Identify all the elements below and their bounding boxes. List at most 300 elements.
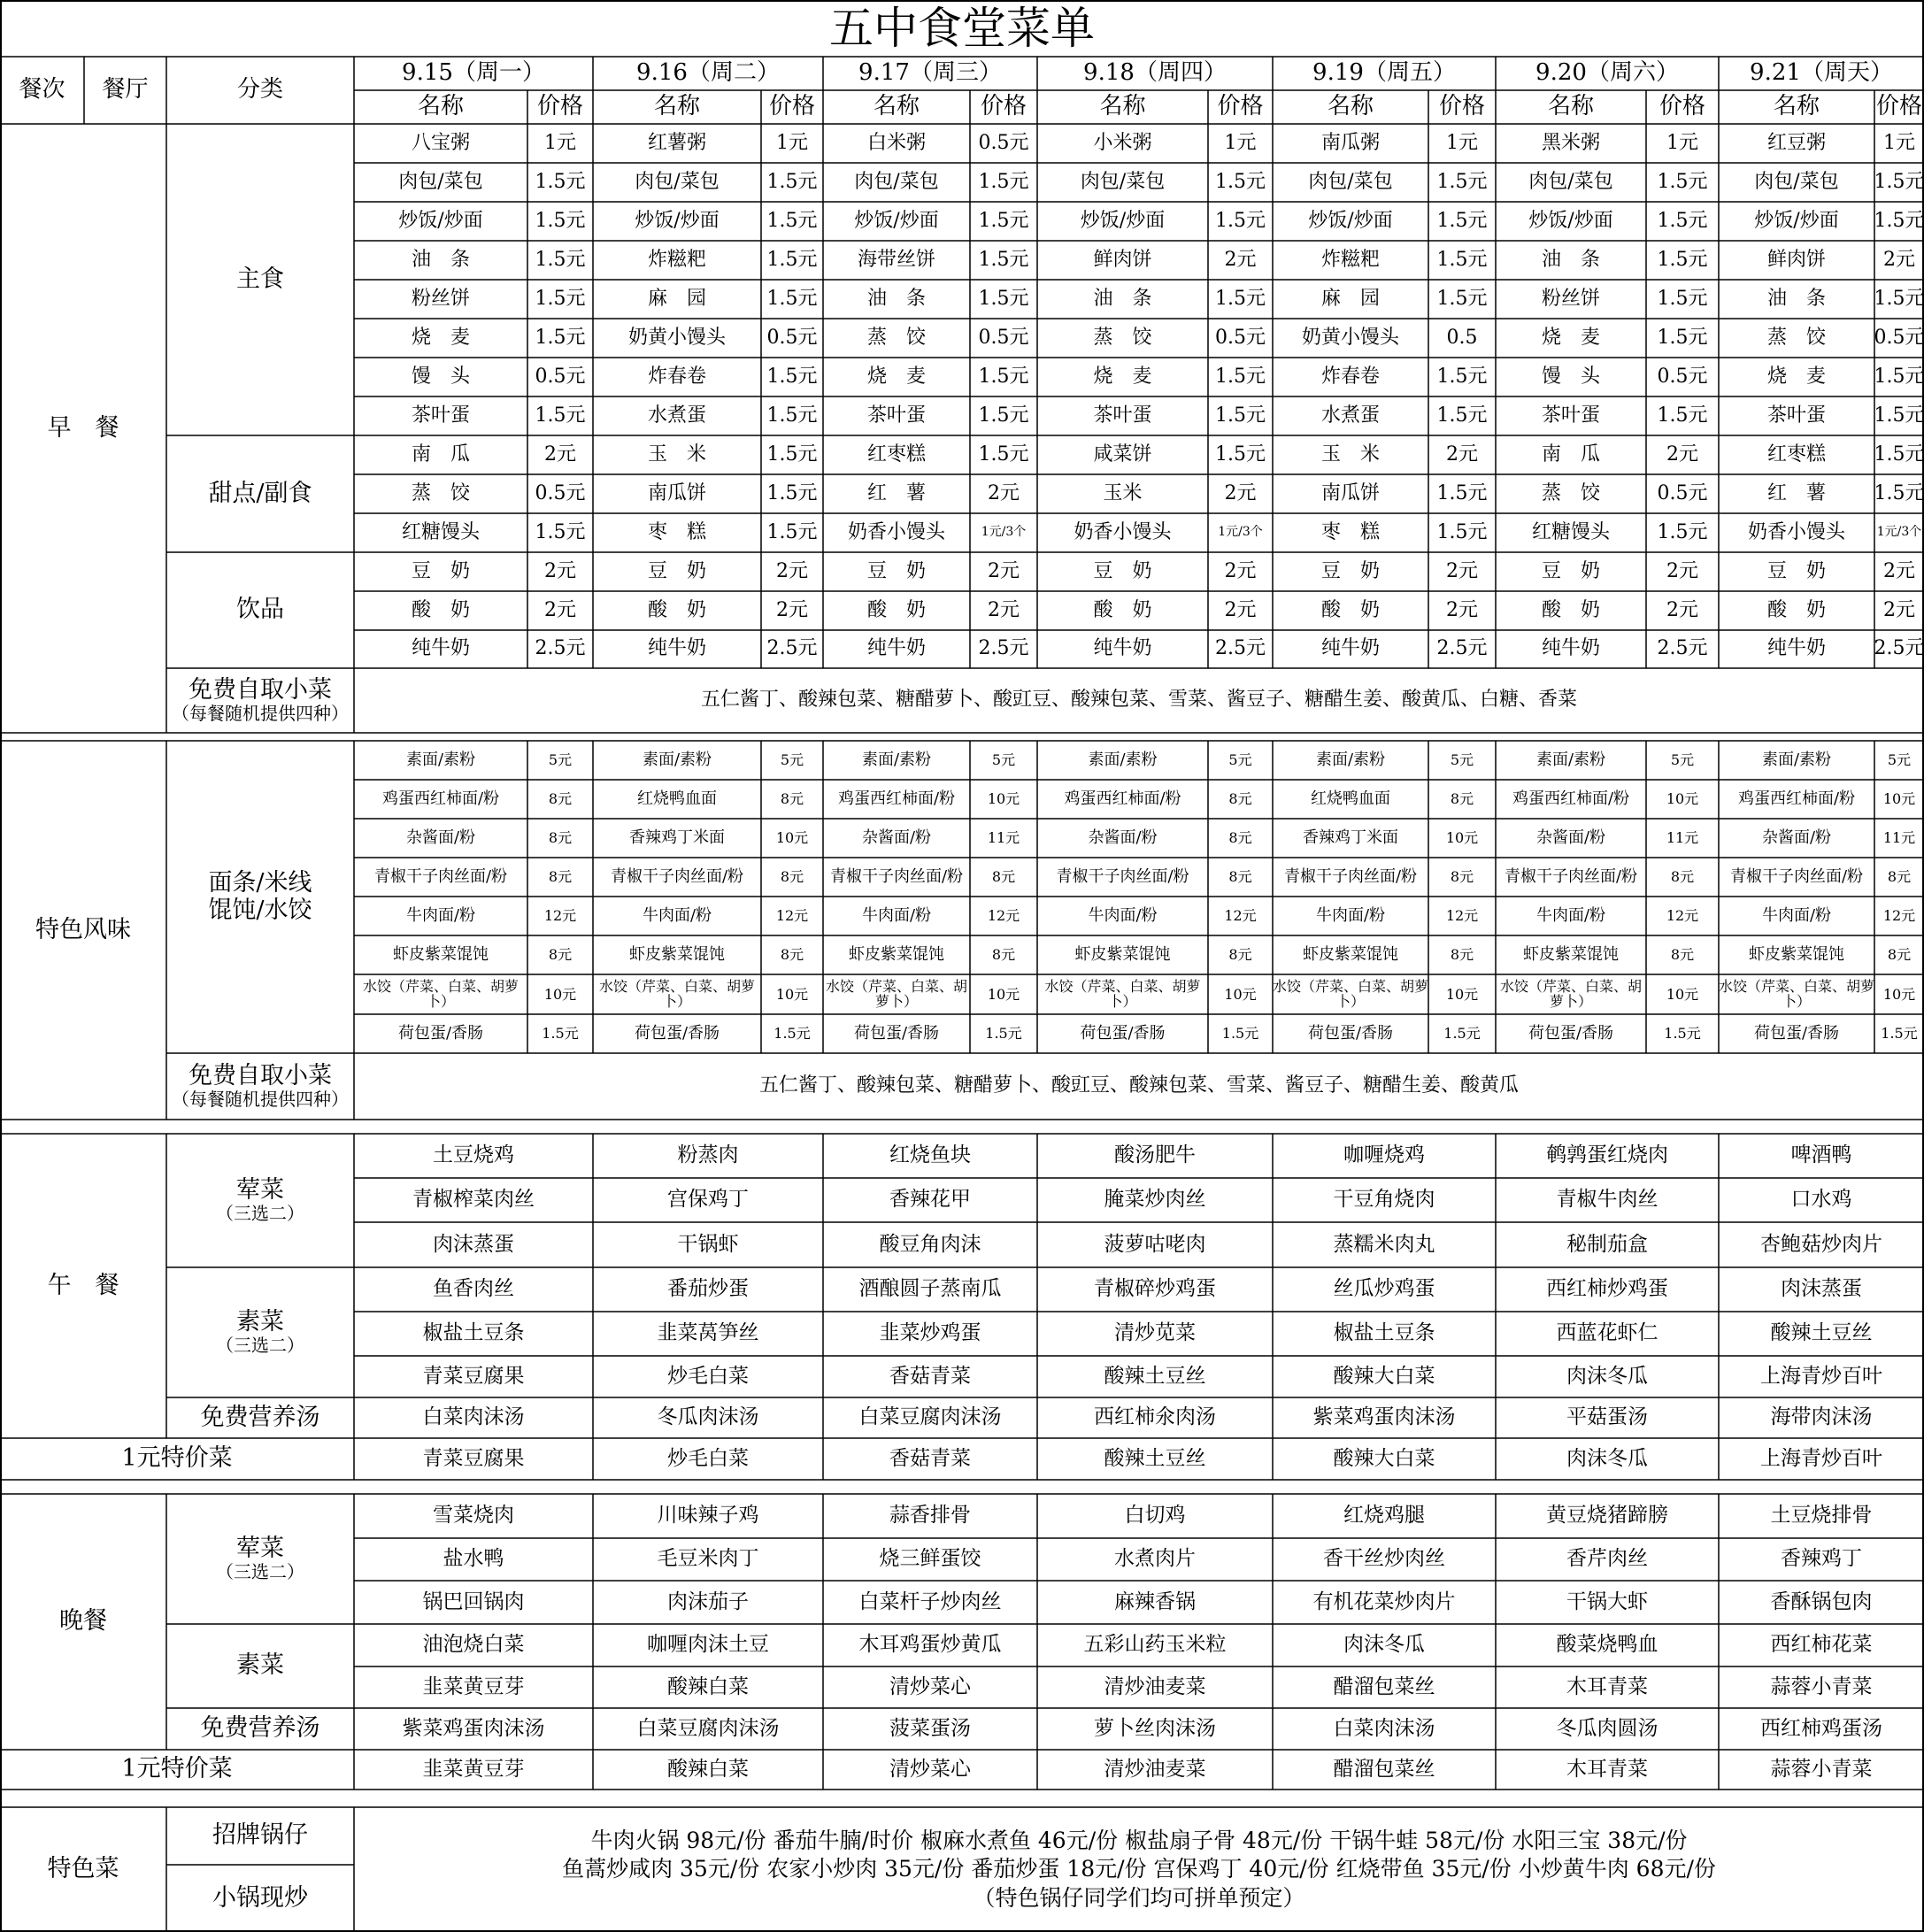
menu-item-price: 5元 [1670,751,1695,769]
menu-item-price: 1.5元 [1215,287,1266,310]
group-dinner-meat-label: 荤菜 [236,1535,284,1563]
dish: 木耳鸡蛋炒黄瓜 [858,1633,1002,1657]
dish: 木耳青菜 [1566,1674,1648,1698]
menu-item-name: 烧 麦 [1093,365,1152,388]
menu-item-name: 牛肉面/粉 [1315,905,1386,925]
menu-item-name: 炒饭/炒面 [398,209,483,232]
menu-item-price: 8元 [1670,868,1695,886]
dish: 肉沫冬瓜 [1343,1633,1425,1657]
menu-item-price: 2.5元 [1874,637,1924,660]
menu-item-price: 1.5元 [1436,365,1488,388]
special-dish: 肉沫冬瓜 [1566,1446,1648,1470]
menu-item-name: 酸 奶 [1320,598,1380,621]
menu-item-name: 素面/素粉 [405,750,476,769]
menu-item-name: 咸菜饼 [1093,443,1152,466]
soup: 西红柿鸡蛋汤 [1760,1716,1882,1740]
menu-item-price: 1.5元 [1221,1025,1259,1043]
menu-item-price: 8元 [1228,868,1252,886]
menu-item-name: 炒饭/炒面 [635,209,720,232]
menu-item-price: 5元 [548,751,573,769]
dish: 酒酿圆子蒸南瓜 [858,1277,1002,1301]
menu-item-price: 1元/3个 [1876,525,1922,540]
menu-item-name: 油 条 [1093,287,1152,310]
menu-item-price: 5元 [1450,751,1474,769]
group-dinner-soup: 免费营养汤 [200,1714,320,1743]
dish: 鱼香肉丝 [433,1277,514,1301]
menu-item-name: 青椒干子肉丝面/粉 [373,866,508,886]
menu-item-name: 鸡蛋西红柿面/粉 [1512,789,1630,808]
dish: 土豆烧排骨 [1770,1504,1873,1528]
menu-item-name: 炸春卷 [1320,365,1380,388]
menu-item-price: 1元 [544,131,576,154]
menu-item-name: 杂酱面/粉 [1088,827,1158,847]
dish: 香芹肉丝 [1566,1547,1648,1571]
column-price-header: 价格 [768,93,815,120]
special-dish: 清炒油麦菜 [1104,1757,1206,1781]
menu-item-price: 10元 [775,985,809,1003]
menu-item-name: 香辣鸡丁米面 [629,827,725,847]
special-dish: 炒毛白菜 [667,1446,749,1470]
menu-item-price: 0.5元 [535,365,586,388]
menu-item-name: 纯牛奶 [1766,637,1826,660]
menu-item-price: 2.5元 [1657,637,1708,660]
menu-item-name: 素面/素粉 [642,750,712,769]
dish: 红烧鸡腿 [1343,1504,1425,1528]
menu-item-name: 红糖馒头 [401,520,480,543]
featured-dishes-line: （特色锅仔同学们均可拼单预定） [973,1884,1305,1911]
menu-item-price: 1.5元 [978,443,1029,466]
menu-item-name: 烧 麦 [411,326,470,349]
menu-item-name: 烧 麦 [1541,326,1600,349]
dish: 丝瓜炒鸡蛋 [1333,1277,1435,1301]
meal-lunch: 午 餐 [47,1271,119,1299]
featured-dishes-line: 牛肉火锅 98元/份 番茄牛腩/时价 椒麻水煮鱼 46元/份 椒盐扇子骨 48元/份 干锅牛蛙 58元/份 水阳三宝 38元/份 [590,1827,1688,1853]
menu-item-name: 酸 奶 [1093,598,1152,621]
menu-item-name: 素面/素粉 [1088,750,1158,769]
group-staple-label: 主食 [236,265,284,293]
menu-item-price: 1.5元 [1657,326,1708,349]
menu-item-price: 8元 [1887,946,1912,964]
group-drinks-label: 饮品 [236,596,284,624]
menu-item-price: 2.5元 [978,637,1029,660]
menu-item-name: 酸 奶 [1541,598,1600,621]
day-header: 9.15（周一） [402,59,545,87]
menu-item-price: 10元 [1666,790,1699,808]
menu-item-price: 2元 [776,598,808,621]
menu-item-price: 2元 [1666,559,1698,582]
menu-item-price: 2元 [1224,248,1257,271]
menu-item-name: 油 条 [866,287,926,310]
menu-item-price: 1元/3个 [981,525,1027,540]
dish: 清炒苋菜 [1114,1321,1196,1345]
menu-item-name: 虾皮紫菜馄饨 [1523,944,1619,964]
menu-item-name: 炸糍粑 [1320,248,1380,271]
dish: 酸豆角肉沫 [879,1232,981,1256]
dish: 鹌鹑蛋红烧肉 [1546,1143,1668,1167]
menu-item-name: 麻 园 [647,287,706,310]
menu-item-name: 虾皮紫菜馄饨 [1303,944,1398,964]
special-dish: 上海青炒百叶 [1760,1446,1882,1470]
menu-item-name: 牛肉面/粉 [1535,905,1606,925]
menu-item-price: 1.5元 [766,209,818,232]
menu-item-name: 肉包/菜包 [1754,170,1839,193]
menu-item-price: 8元 [991,946,1016,964]
menu-item-name: 青椒干子肉丝面/粉 [610,866,744,886]
free-side-dishes: 五仁酱丁、酸辣包菜、糖醋萝卜、酸豇豆、酸辣包菜、雪菜、酱豆子、糖醋生姜、酸黄瓜 [758,1074,1519,1097]
soup: 白菜肉沫汤 [422,1405,525,1429]
menu-item-name: 荷包蛋/香肠 [1080,1023,1166,1043]
menu-item-name: 荷包蛋/香肠 [853,1023,940,1043]
menu-item-name: 玉米 [1103,481,1143,504]
menu-item-price: 2.5元 [1436,637,1488,660]
dish: 五彩山药玉米粒 [1083,1633,1227,1657]
menu-item-price: 1.5元 [1215,443,1266,466]
featured-dishes [354,1807,1924,1932]
menu-item-price: 2元 [544,598,576,621]
dish: 椒盐土豆条 [422,1321,525,1345]
menu-item-price: 0.5 [1446,326,1478,349]
menu-item-name: 奶黄小馒头 [627,326,726,349]
menu-item-price: 1.5元 [1443,1025,1481,1043]
menu-item-price: 8元 [780,868,804,886]
menu-item-name: 荷包蛋/香肠 [634,1023,720,1043]
menu-item-price: 2.5元 [766,637,818,660]
menu-item-name: 蒸 饺 [411,481,470,504]
dish: 椒盐土豆条 [1333,1321,1435,1345]
menu-item-name: 素面/素粉 [1535,750,1606,769]
header-hall: 餐厅 [102,76,149,104]
menu-item-price: 2元 [1446,598,1478,621]
column-price-header: 价格 [1217,93,1264,120]
menu-item-price: 1.5元 [978,248,1029,271]
menu-item-price: 12元 [1224,907,1257,925]
menu-item-price: 1.5元 [978,365,1029,388]
menu-item-name: 茶叶蛋 [411,404,470,427]
menu-item-name: 奶香小馒头 [1747,520,1845,543]
menu-item-name: 豆 奶 [1541,559,1600,582]
featured-sub-hotpot: 招牌锅仔 [212,1821,308,1850]
menu-item-price: 1.5元 [1664,1025,1701,1043]
menu-item-price: 2元 [1224,481,1257,504]
group-drinks [166,552,354,668]
menu-item-name: 杂酱面/粉 [861,827,932,847]
menu-item-name: 虾皮紫菜馄饨 [629,944,725,964]
menu-item-name: 纯牛奶 [866,637,926,660]
group-dinner-veg-label: 素菜 [236,1651,284,1680]
dish: 干锅虾 [677,1232,739,1256]
menu-item-price: 2元 [988,481,1020,504]
soup: 西红柿氽肉汤 [1094,1405,1216,1429]
dish: 菠萝咕咾肉 [1104,1232,1206,1256]
dish: 毛豆米肉丁 [657,1547,759,1571]
special-dish: 香菇青菜 [889,1446,971,1470]
menu-item-price: 5元 [780,751,804,769]
free-side-label-sublabel: （每餐随机提供四种） [172,1089,349,1111]
menu-item-name: 奶香小馒头 [847,520,945,543]
dish: 白菜杆子炒肉丝 [858,1589,1002,1613]
dish: 蒸糯米肉丸 [1333,1232,1435,1256]
menu-item-name: 素面/素粉 [1315,750,1386,769]
menu-item-price: 1.5元 [766,443,818,466]
special-dish: 酸辣白菜 [667,1757,749,1781]
menu-item-name: 青椒干子肉丝面/粉 [1283,866,1418,886]
menu-item-name: 馒 头 [411,365,470,388]
menu-item-price: 1.5元 [1215,365,1266,388]
group-dinner-meat [166,1494,354,1624]
menu-item-name: 白米粥 [866,131,926,154]
dish: 黄豆烧猪蹄膀 [1546,1504,1668,1528]
menu-item-name: 牛肉面/粉 [405,905,476,925]
soup: 白菜豆腐肉沫汤 [636,1716,780,1740]
menu-item-name: 炒饭/炒面 [1080,209,1166,232]
dish: 醋溜包菜丝 [1333,1674,1435,1698]
dish: 酸辣土豆丝 [1770,1321,1873,1345]
menu-item-name: 素面/素粉 [861,750,932,769]
menu-item-name: 青椒干子肉丝面/粉 [1729,866,1864,886]
column-price-header: 价格 [980,93,1027,120]
menu-item-name: 南 瓜 [1541,443,1600,466]
dish: 酸菜烧鸭血 [1556,1633,1658,1657]
dish: 干豆角烧肉 [1333,1188,1435,1212]
menu-item-name: 炒饭/炒面 [854,209,939,232]
menu-item-price: 5元 [1228,751,1252,769]
dish: 香辣鸡丁 [1781,1547,1862,1571]
menu-item-name: 奶黄小馒头 [1301,326,1399,349]
column-price-header: 价格 [1875,93,1922,120]
menu-item-price: 1.5元 [542,1025,579,1043]
free-side-label [166,1053,354,1120]
menu-item-price: 10元 [1445,985,1479,1003]
menu-item-price: 1.5元 [1874,365,1924,388]
menu-item-price: 1.5元 [1436,209,1488,232]
menu-item-price: 12元 [1445,907,1479,925]
menu-item-price: 1.5元 [1874,404,1924,427]
menu-item-name: 酸 奶 [411,598,470,621]
group-dessert [166,435,354,552]
menu-item-price: 2.5元 [1215,637,1266,660]
menu-item-price: 8元 [1670,946,1695,964]
group-noodles-label-line: 面条/米线 [208,869,312,897]
free-side-label-sublabel: （每餐随机提供四种） [172,703,349,725]
menu-item-price: 2元 [988,598,1020,621]
menu-item-price: 1元 [1446,131,1478,154]
menu-item-name: 枣 糕 [1320,520,1380,543]
menu-item-name: 红枣糕 [1766,443,1826,466]
special-dish: 蒜蓉小青菜 [1770,1757,1873,1781]
menu-item-name: 纯牛奶 [647,637,706,660]
lunch-special-label: 1元特价菜 [121,1444,233,1473]
dish: 青菜豆腐果 [422,1364,525,1388]
featured-sub-stirfry: 小锅现炒 [212,1883,308,1912]
day-header: 9.18（周四） [1083,59,1227,87]
menu-item-name: 水饺（芹菜、白菜、胡萝卜） [1719,977,1874,1010]
dish: 肉沫蒸蛋 [1781,1277,1862,1301]
menu-item-price: 1元 [1224,131,1257,154]
day-header: 9.17（周三） [858,59,1002,87]
menu-item-name: 杂酱面/粉 [1761,827,1832,847]
column-name-header: 名称 [1547,93,1594,120]
menu-item-name: 肉包/菜包 [1528,170,1613,193]
menu-item-price: 2元 [1666,598,1698,621]
menu-item-price: 1.5元 [1874,287,1924,310]
menu-item-price: 2元 [1883,248,1915,271]
menu-item-name: 鲜肉饼 [1093,248,1152,271]
menu-item-name: 纯牛奶 [1093,637,1152,660]
menu-item-name: 炸春卷 [647,365,706,388]
menu-item-price: 2元 [1883,559,1915,582]
menu-item-name: 枣 糕 [647,520,706,543]
menu-item-price: 8元 [1228,829,1252,847]
menu-item-name: 纯牛奶 [411,637,470,660]
soup: 冬瓜肉沫汤 [657,1405,759,1429]
dish: 麻辣香锅 [1114,1589,1196,1613]
dish: 酸辣土豆丝 [1104,1364,1206,1388]
menu-item-price: 10元 [543,985,577,1003]
menu-item-price: 11元 [1666,829,1699,847]
menu-item-name: 纯牛奶 [1541,637,1600,660]
soup: 海带肉沫汤 [1770,1405,1873,1429]
menu-item-name: 麻 园 [1320,287,1380,310]
meal-special-flavor: 特色风味 [35,915,131,943]
column-name-header: 名称 [1327,93,1374,120]
dish: 秘制茄盒 [1566,1232,1648,1256]
menu-item-name: 牛肉面/粉 [1088,905,1158,925]
menu-item-name: 肉包/菜包 [1308,170,1393,193]
day-header: 9.21（周天） [1750,59,1893,87]
dish: 番茄炒蛋 [667,1277,749,1301]
menu-item-name: 荷包蛋/香肠 [397,1023,484,1043]
menu-item-price: 10元 [1445,829,1479,847]
free-side-label-label: 免费自取小菜 [189,1062,332,1090]
menu-item-name: 青椒干子肉丝面/粉 [1504,866,1638,886]
dish: 肉沫冬瓜 [1566,1364,1648,1388]
menu-item-name: 豆 奶 [1320,559,1380,582]
menu-item-name: 南瓜饼 [647,481,706,504]
group-lunch-soup: 免费营养汤 [200,1403,320,1431]
menu-item-price: 2元 [1446,559,1478,582]
group-lunch-veg [166,1267,354,1397]
menu-item-name: 红 薯 [1766,481,1826,504]
dish: 青椒碎炒鸡蛋 [1094,1277,1216,1301]
menu-item-name: 豆 奶 [411,559,470,582]
dish: 咖喱肉沫土豆 [647,1633,769,1657]
menu-item-price: 10元 [1224,985,1257,1003]
day-header: 9.16（周二） [636,59,780,87]
menu-item-price: 10元 [1882,985,1916,1003]
menu-item-name: 纯牛奶 [1320,637,1380,660]
menu-item-name: 素面/素粉 [1761,750,1832,769]
menu-item-price: 1元 [1666,131,1698,154]
dish: 宫保鸡丁 [667,1188,749,1212]
menu-item-price: 8元 [780,946,804,964]
menu-item-name: 红烧鸭血面 [1311,789,1390,808]
menu-item-price: 8元 [1450,946,1474,964]
dish: 腌菜炒肉丝 [1104,1188,1206,1212]
menu-item-price: 0.5元 [766,326,818,349]
menu-item-price: 1.5元 [766,404,818,427]
menu-item-price: 10元 [1882,790,1916,808]
menu-item-price: 8元 [1228,946,1252,964]
menu-item-price: 11元 [987,829,1020,847]
menu-item-price: 12元 [1666,907,1699,925]
dish: 肉沫蒸蛋 [433,1232,514,1256]
dish: 西蓝花虾仁 [1556,1321,1658,1345]
menu-item-price: 12元 [987,907,1020,925]
dish: 粉蒸肉 [677,1143,739,1167]
menu-item-price: 1.5元 [1881,1025,1918,1043]
menu-item-name: 豆 奶 [647,559,706,582]
menu-item-price: 1.5元 [1215,170,1266,193]
menu-item-name: 酸 奶 [647,598,706,621]
menu-item-price: 0.5元 [978,326,1029,349]
menu-item-name: 杂酱面/粉 [405,827,476,847]
menu-item-price: 1.5元 [1657,209,1708,232]
group-dinner-veg [166,1624,354,1708]
menu-item-price: 1.5元 [535,326,586,349]
menu-item-name: 肉包/菜包 [635,170,720,193]
special-dish: 青菜豆腐果 [422,1446,525,1470]
page-title: 五中食堂菜单 [829,3,1095,54]
special-dish: 韭菜黄豆芽 [422,1757,525,1781]
menu-item-price: 1元 [776,131,808,154]
menu-item-name: 茶叶蛋 [1541,404,1600,427]
dish: 肉沫茄子 [667,1589,749,1613]
menu-item-price: 0.5元 [978,131,1029,154]
special-dish: 清炒菜心 [889,1757,971,1781]
group-dessert-label: 甜点/副食 [208,479,312,507]
column-name-header: 名称 [873,93,920,120]
menu-item-price: 8元 [548,946,573,964]
featured-dishes-line: 鱼蒿炒咸肉 35元/份 农家小炒肉 35元/份 番茄炒蛋 18元/份 宫保鸡丁 40元/份 红烧带鱼 35元/份 小炒黄牛肉 68元/份 [562,1856,1716,1882]
group-lunch-meat-label: 荤菜 [236,1176,284,1205]
menu-item-price: 5元 [1887,751,1912,769]
menu-item-name: 虾皮紫菜馄饨 [393,944,489,964]
menu-item-name: 虾皮紫菜馄饨 [1074,944,1171,964]
day-header: 9.19（周五） [1312,59,1456,87]
menu-item-name: 荷包蛋/香肠 [1753,1023,1840,1043]
menu-item-price: 1.5元 [535,520,586,543]
menu-item-price: 1.5元 [1874,209,1924,232]
menu-item-price: 2元 [1883,598,1915,621]
menu-item-price: 2元 [544,443,576,466]
menu-item-price: 10元 [987,790,1020,808]
menu-item-name: 杂酱面/粉 [1535,827,1606,847]
menu-item-price: 2.5元 [535,637,586,660]
group-noodles [166,741,354,1053]
dish: 蒜蓉小青菜 [1770,1674,1873,1698]
menu-item-name: 茶叶蛋 [1766,404,1826,427]
menu-item-price: 8元 [1887,868,1912,886]
menu-item-price: 1.5元 [985,1025,1022,1043]
group-lunch-veg-label: 素菜 [236,1308,284,1336]
menu-item-name: 红薯粥 [647,131,706,154]
special-dish: 酸辣大白菜 [1333,1446,1435,1470]
free-side-dishes: 五仁酱丁、酸辣包菜、糖醋萝卜、酸豇豆、酸辣包菜、雪菜、酱豆子、糖醋生姜、酸黄瓜、白糖、香菜 [700,689,1577,712]
menu-item-price: 1.5元 [1874,481,1924,504]
menu-item-name: 水饺（芹菜、白菜、胡萝卜） [1499,977,1642,1010]
menu-item-price: 1.5元 [766,287,818,310]
column-name-header: 名称 [1099,93,1146,120]
menu-item-name: 水饺（芹菜、白菜、胡萝卜） [1044,977,1201,1010]
menu-item-name: 红豆粥 [1766,131,1826,154]
dish: 雪菜烧肉 [433,1504,514,1528]
menu-item-name: 青椒干子肉丝面/粉 [1056,866,1189,886]
soup: 冬瓜肉圆汤 [1556,1716,1658,1740]
soup: 平菇蛋汤 [1566,1405,1648,1429]
soup: 萝卜丝肉沫汤 [1094,1716,1216,1740]
menu-item-price: 2元 [544,559,576,582]
menu-item-price: 1.5元 [1657,248,1708,271]
